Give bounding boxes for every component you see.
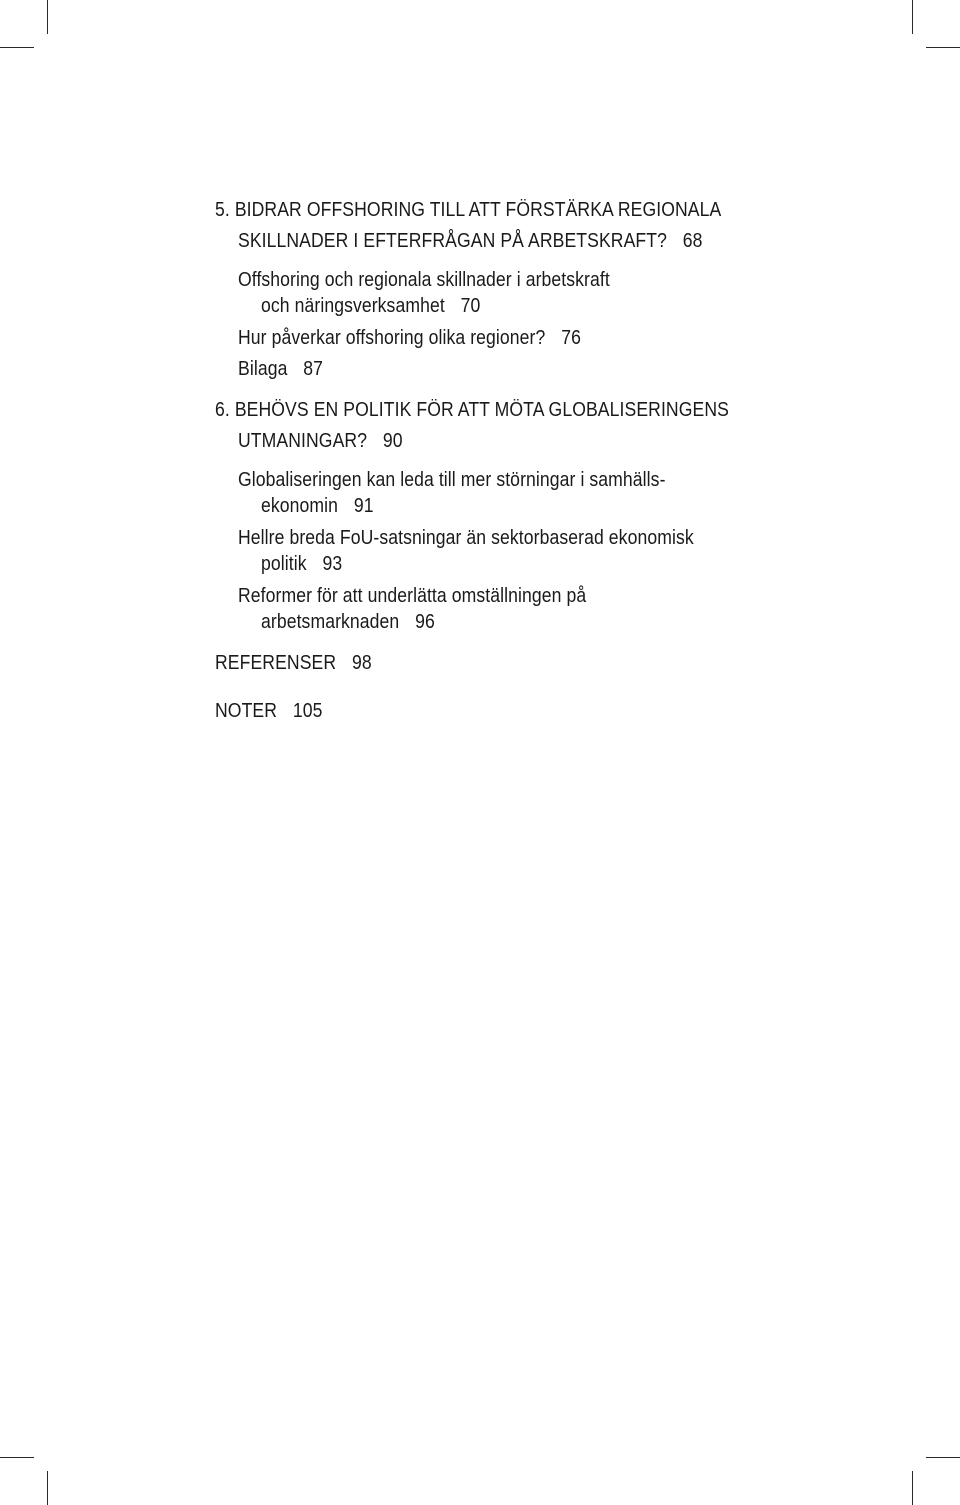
referenser-entry: REFERENSER 98 — [215, 652, 372, 674]
section-reformer-line-1: Reformer för att underlätta omställningen på — [238, 585, 587, 607]
section-globaliseringen-line-1: Globaliseringen kan leda till mer störningar i samhälls- — [238, 469, 666, 491]
section-reformer-page: 96 — [415, 611, 435, 633]
section-offshoring-line-1: Offshoring och regionala skillnader i arbetskraft — [238, 269, 610, 291]
noter-page: 105 — [292, 700, 323, 722]
section-reformer-line-2: arbetsmarknaden 96 — [261, 611, 435, 633]
section-hellre-breda-line-1: Hellre breda FoU-satsningar än sektorbaserad ekonomisk — [238, 527, 694, 549]
section-hellre-breda-page: 93 — [322, 553, 343, 575]
section-offshoring-line-2: och näringsverksamhet 70 — [261, 295, 481, 317]
chapter-5-page: 68 — [682, 230, 703, 252]
noter-entry: NOTER 105 — [215, 700, 323, 722]
section-hur-paverkar: Hur påverkar offshoring olika regioner? 76 — [238, 327, 581, 349]
section-globaliseringen-line-2: ekonomin 91 — [261, 495, 374, 517]
chapter-6-page: 90 — [382, 430, 403, 452]
section-globaliseringen-page: 91 — [353, 495, 374, 517]
section-hur-paverkar-page: 76 — [561, 327, 581, 349]
chapter-6-title-line-2: UTMANINGAR? 90 — [238, 430, 403, 452]
section-offshoring-page: 70 — [460, 295, 481, 317]
section-hellre-breda-line-2: politik 93 — [261, 553, 343, 575]
referenser-page: 98 — [352, 652, 372, 674]
section-bilaga: Bilaga 87 — [238, 358, 324, 380]
chapter-5-title-line-2: SKILLNADER I EFTERFRÅGAN PÅ ARBETSKRAFT? 68 — [238, 230, 703, 252]
section-bilaga-page: 87 — [303, 358, 324, 380]
chapter-5-title-line-1: 5. BIDRAR OFFSHORING TILL ATT FÖRSTÄRKA REGIONALA — [215, 199, 722, 221]
chapter-6-title-line-1: 6. BEHÖVS EN POLITIK FÖR ATT MÖTA GLOBALISERINGENS — [215, 399, 729, 421]
